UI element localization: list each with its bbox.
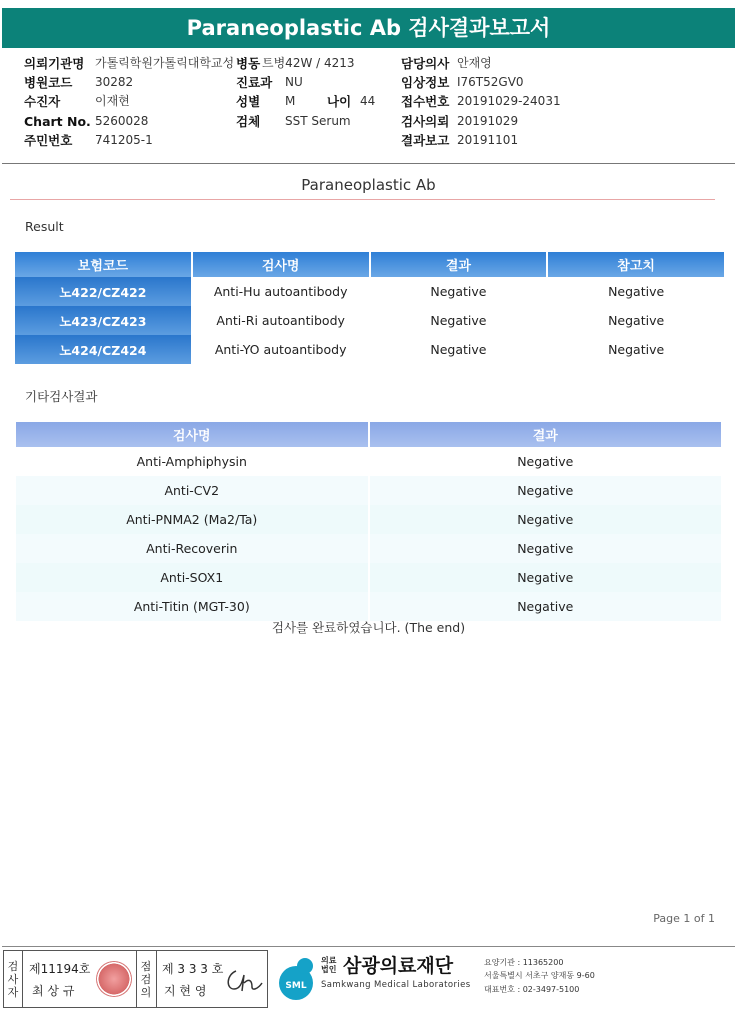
signature-icon bbox=[222, 965, 264, 995]
hospital-code-value: 30282 bbox=[95, 75, 134, 89]
table-row bbox=[15, 277, 724, 306]
table-row bbox=[16, 505, 721, 534]
tester-number: 제11194호 bbox=[29, 962, 91, 976]
dept-label: 진료과 bbox=[236, 75, 273, 90]
id-label: 주민번호 bbox=[24, 133, 73, 148]
patient-value: 이재현 bbox=[95, 94, 130, 108]
corp-name: 삼광의료재단 bbox=[343, 955, 454, 977]
insurance-code: 노422/CZ422 bbox=[15, 277, 191, 306]
chart-label: Chart No. bbox=[24, 114, 91, 129]
report-title: Paraneoplastic Ab 검사결과보고서 bbox=[2, 8, 735, 48]
sex-value: M bbox=[285, 94, 296, 108]
test-result: Negative bbox=[370, 476, 721, 505]
checker-number: 제 3 3 3 호 bbox=[162, 962, 224, 976]
test-name: Anti-Hu autoantibody bbox=[213, 284, 348, 299]
clinical-value: I76T52GV0 bbox=[457, 75, 524, 89]
test-name: Anti-CV2 bbox=[16, 476, 368, 505]
request-value: 20191029 bbox=[457, 114, 519, 128]
col-result: 결과 bbox=[371, 252, 547, 277]
test-name: Anti-SOX1 bbox=[16, 563, 368, 592]
id-value: 741205-1 bbox=[95, 133, 153, 147]
patient-info bbox=[0, 50, 737, 165]
corp-phone: 대표번호 : 02-3497-5100 bbox=[484, 985, 580, 994]
test-name: Anti-YO autoantibody bbox=[214, 342, 347, 357]
age-label: 나이 bbox=[327, 94, 352, 109]
test-result: Negative bbox=[370, 534, 721, 563]
table-row bbox=[16, 476, 721, 505]
insurance-code: 노424/CZ424 bbox=[15, 335, 191, 364]
col-test-name: 검사명 bbox=[16, 422, 368, 447]
institution-value: 가톨릭학원가톨릭대학교성 bbox=[95, 56, 235, 70]
ward-value: 트병42W / 4213 bbox=[262, 56, 355, 70]
insurance-code: 노423/CZ423 bbox=[15, 306, 191, 335]
tester-seal bbox=[96, 961, 132, 997]
specimen-value: SST Serum bbox=[285, 114, 351, 128]
test-result: Negative bbox=[430, 342, 487, 357]
end-text: 검사를 완료하였습니다. (The end) bbox=[271, 620, 466, 635]
clinical-label: 임상정보 bbox=[401, 75, 450, 90]
test-result: Negative bbox=[430, 284, 487, 299]
ward-label: 병동 bbox=[236, 56, 261, 71]
reference-value: Negative bbox=[608, 342, 665, 357]
signature-box bbox=[3, 950, 268, 1008]
test-result: Negative bbox=[517, 454, 574, 469]
table-row bbox=[15, 335, 724, 364]
report-value: 20191101 bbox=[457, 133, 519, 147]
col-reference: 참고치 bbox=[548, 252, 724, 277]
signature-divider bbox=[22, 951, 23, 1007]
tester-name: 최 상 규 bbox=[32, 984, 75, 998]
section-title: Paraneoplastic Ab bbox=[301, 176, 436, 194]
doctor-label: 담당의사 bbox=[401, 56, 450, 71]
hospital-code-label: 병원코드 bbox=[24, 75, 73, 90]
institution-label: 의뢰기관명 bbox=[24, 56, 85, 71]
corp-address: 서울특별시 서초구 양재동 9-60 bbox=[484, 971, 595, 980]
test-name: Anti-Titin (MGT-30) bbox=[16, 592, 368, 621]
receipt-label: 접수번호 bbox=[401, 94, 450, 109]
test-result: Negative bbox=[370, 505, 721, 534]
test-name: Anti-Amphiphysin bbox=[136, 454, 247, 469]
reference-value: Negative bbox=[608, 313, 665, 328]
tester-label: 검사자 bbox=[7, 960, 19, 999]
table-row bbox=[16, 592, 721, 621]
age-value: 44 bbox=[360, 94, 376, 108]
reference-value: Negative bbox=[608, 284, 665, 299]
doctor-value: 안재영 bbox=[457, 56, 492, 70]
corp-code: 요양기관 : 11365200 bbox=[484, 958, 564, 967]
svg-text:SML: SML bbox=[285, 981, 307, 991]
corp-small-label: 의료 법인 bbox=[321, 956, 337, 974]
section-underline bbox=[10, 199, 715, 200]
checker-name: 지 현 영 bbox=[164, 984, 207, 998]
col-test-name: 검사명 bbox=[193, 252, 369, 277]
receipt-value: 20191029-24031 bbox=[457, 94, 561, 108]
sex-label: 성별 bbox=[236, 94, 261, 109]
other-results-label: 기타검사결과 bbox=[25, 389, 98, 404]
checker-label: 점검의 bbox=[140, 960, 152, 999]
patient-label: 수진자 bbox=[24, 94, 61, 109]
report-label: 결과보고 bbox=[401, 133, 450, 148]
info-divider bbox=[2, 163, 735, 164]
dept-value: NU bbox=[285, 75, 303, 89]
col-insurance-code: 보험코드 bbox=[15, 252, 191, 277]
table-row bbox=[16, 534, 721, 563]
signature-divider bbox=[136, 951, 137, 1007]
test-name: Anti-Recoverin bbox=[16, 534, 368, 563]
other-results-table bbox=[14, 422, 723, 621]
test-name: Anti-Ri autoantibody bbox=[216, 313, 345, 328]
table-row bbox=[16, 563, 721, 592]
footer-divider bbox=[2, 946, 735, 947]
result-table bbox=[13, 252, 726, 364]
page-number: Page 1 of 1 bbox=[653, 912, 715, 925]
chart-value: 5260028 bbox=[95, 114, 149, 128]
test-result: Negative bbox=[430, 313, 487, 328]
signature-divider bbox=[156, 951, 157, 1007]
col-result: 결과 bbox=[370, 422, 721, 447]
test-name: Anti-PNMA2 (Ma2/Ta) bbox=[16, 505, 368, 534]
table-row bbox=[15, 306, 724, 335]
test-result: Negative bbox=[370, 563, 721, 592]
specimen-label: 검체 bbox=[236, 114, 261, 129]
table-row bbox=[16, 447, 721, 476]
request-label: 검사의뢰 bbox=[401, 114, 450, 129]
corp-english-name: Samkwang Medical Laboratories bbox=[321, 980, 471, 990]
test-result: Negative bbox=[370, 592, 721, 621]
sml-logo-icon bbox=[271, 953, 321, 1003]
result-label: Result bbox=[25, 219, 64, 234]
